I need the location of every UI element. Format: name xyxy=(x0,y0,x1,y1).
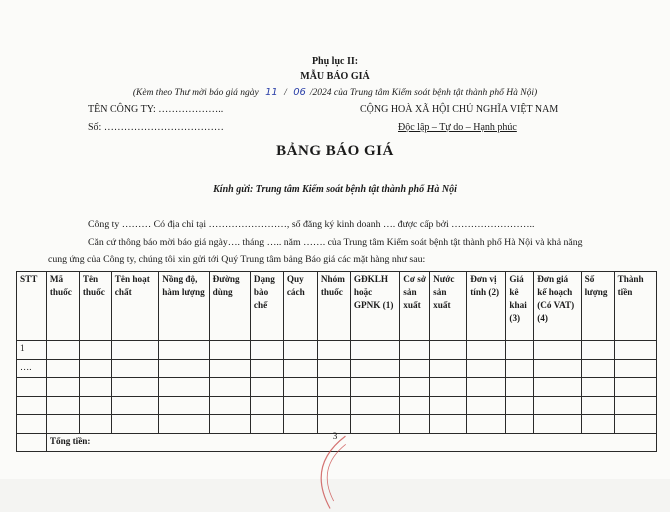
table-cell xyxy=(350,359,399,378)
table-cell xyxy=(350,415,399,434)
table-cell xyxy=(283,359,317,378)
table-cell xyxy=(581,359,614,378)
table-cell xyxy=(46,415,79,434)
table-cell xyxy=(283,396,317,415)
table-cell xyxy=(46,396,79,415)
table-cell xyxy=(534,359,581,378)
table-cell xyxy=(614,341,656,360)
column-header-country: Nước sản xuất xyxy=(430,272,467,341)
table-cell xyxy=(159,378,209,397)
table-cell xyxy=(111,341,158,360)
table-cell xyxy=(250,415,283,434)
table-cell xyxy=(506,396,534,415)
table-cell xyxy=(250,359,283,378)
table-cell xyxy=(159,415,209,434)
table-row xyxy=(17,396,657,415)
table-cell xyxy=(46,359,79,378)
table-cell xyxy=(17,396,47,415)
table-cell xyxy=(467,378,506,397)
table-cell xyxy=(250,341,283,360)
table-row xyxy=(17,415,657,434)
national-title: CỘNG HOÀ XÃ HỘI CHỦ NGHĨA VIỆT NAM xyxy=(360,104,559,115)
column-header-drug-group: Nhóm thuốc xyxy=(317,272,350,341)
column-header-registration: GĐKLH hoặc GPNK (1) xyxy=(350,272,399,341)
column-header-packaging: Quy cách xyxy=(283,272,317,341)
table-cell xyxy=(209,396,250,415)
table-cell xyxy=(317,396,350,415)
table-cell xyxy=(506,341,534,360)
handwritten-month: 06 xyxy=(293,87,306,98)
table-cell xyxy=(159,341,209,360)
table-cell xyxy=(209,341,250,360)
document-number-line: Số: ……………………………… xyxy=(88,122,224,133)
table-header-row xyxy=(17,272,657,341)
table-cell xyxy=(534,378,581,397)
column-header-quantity: Số lượng xyxy=(581,272,614,341)
national-motto: Độc lập – Tự do – Hạnh phúc xyxy=(398,122,517,133)
table-cell xyxy=(400,341,430,360)
table-cell xyxy=(350,396,399,415)
table-cell xyxy=(400,359,430,378)
total-label: Tổng tiền: xyxy=(46,433,656,452)
table-cell xyxy=(209,359,250,378)
table-cell: …. xyxy=(17,359,47,378)
table-cell xyxy=(79,378,111,397)
main-title: BẢNG BÁO GIÁ xyxy=(276,143,394,159)
column-header-total: Thành tiền xyxy=(614,272,656,341)
column-header-route: Đường dùng xyxy=(209,272,250,341)
column-header-declared-price: Giá kê khai (3) xyxy=(506,272,534,341)
table-cell xyxy=(317,378,350,397)
table-cell xyxy=(111,396,158,415)
column-header-drug-code: Mã thuốc xyxy=(46,272,79,341)
form-title: MẪU BÁO GIÁ xyxy=(300,71,370,82)
table-cell xyxy=(614,359,656,378)
note-prefix: (Kèm theo Thư mời báo giá ngày xyxy=(132,88,259,98)
table-cell xyxy=(581,415,614,434)
table-cell xyxy=(250,396,283,415)
column-header-active-ingredient: Tên hoạt chất xyxy=(111,272,158,341)
column-header-concentration: Nồng độ, hàm lượng xyxy=(159,272,209,341)
table-cell xyxy=(283,378,317,397)
table-cell xyxy=(534,415,581,434)
table-cell xyxy=(506,359,534,378)
column-header-planned-price: Đơn giá kế hoạch (Có VAT)(4) xyxy=(534,272,581,341)
table-cell xyxy=(283,341,317,360)
table-cell xyxy=(209,415,250,434)
note-suffix: /2024 của Trung tâm Kiểm soát bệnh tật thành phố Hà Nội) xyxy=(309,88,538,98)
table-cell xyxy=(111,359,158,378)
table-cell xyxy=(159,396,209,415)
quote-table xyxy=(16,271,657,452)
table-cell xyxy=(317,341,350,360)
table-cell xyxy=(467,415,506,434)
table-cell xyxy=(250,378,283,397)
table-cell xyxy=(209,378,250,397)
column-header-dosage-form: Dạng bào chế xyxy=(250,272,283,341)
table-cell: 1 xyxy=(17,341,47,360)
body-line-1: Công ty ……… Có địa chỉ tại ……………………, số đăng ký kinh doanh …. được cấp bởi …………………….. xyxy=(88,219,535,230)
table-cell xyxy=(400,396,430,415)
body-line-3: cung ứng của Công ty, chúng tôi xin gửi tới Quý Trung tâm bảng Báo giá các mặt hàng như sau: xyxy=(48,254,426,265)
body-line-2: Căn cứ thông báo mời báo giá ngày…. tháng ….. năm ……. của Trung tâm Kiểm soát bệnh tật thành phố Hà Nội và khả năng xyxy=(88,237,583,248)
table-cell xyxy=(430,341,467,360)
table-cell xyxy=(79,359,111,378)
table-cell xyxy=(350,341,399,360)
table-cell xyxy=(79,396,111,415)
table-cell xyxy=(581,341,614,360)
table-cell xyxy=(79,415,111,434)
table-cell xyxy=(17,415,47,434)
note-separator: / xyxy=(284,88,287,98)
table-cell xyxy=(614,415,656,434)
table-cell xyxy=(467,359,506,378)
column-header-stt: STT xyxy=(17,272,47,341)
table-cell xyxy=(430,378,467,397)
table-cell xyxy=(534,396,581,415)
table-row xyxy=(17,359,657,378)
handwritten-day: 11 xyxy=(265,87,278,98)
column-header-drug-name: Tên thuốc xyxy=(79,272,111,341)
table-cell xyxy=(506,378,534,397)
table-cell xyxy=(400,378,430,397)
table-cell xyxy=(534,341,581,360)
appendix-label: Phụ lục II: xyxy=(311,56,359,67)
column-header-unit: Đơn vị tính (2) xyxy=(467,272,506,341)
table-cell xyxy=(614,378,656,397)
table-cell xyxy=(283,415,317,434)
table-cell xyxy=(111,415,158,434)
table-cell xyxy=(350,378,399,397)
column-header-manufacturer: Cơ sở sản xuất xyxy=(400,272,430,341)
table-row xyxy=(17,341,657,360)
table-cell xyxy=(17,378,47,397)
table-cell xyxy=(430,396,467,415)
table-cell xyxy=(46,378,79,397)
attachment-note xyxy=(0,87,670,98)
table-cell xyxy=(430,415,467,434)
table-cell xyxy=(467,341,506,360)
table-row xyxy=(17,378,657,397)
table-cell xyxy=(79,341,111,360)
table-cell xyxy=(430,359,467,378)
table-cell xyxy=(506,415,534,434)
page-number: 3 xyxy=(332,432,338,442)
table-cell xyxy=(467,396,506,415)
table-cell xyxy=(614,396,656,415)
table-cell xyxy=(581,396,614,415)
table-cell xyxy=(159,359,209,378)
table-cell xyxy=(400,415,430,434)
table-cell xyxy=(581,378,614,397)
addressee: Kính gửi: Trung tâm Kiểm soát bệnh tật thành phố Hà Nội xyxy=(213,184,457,195)
table-cell xyxy=(317,359,350,378)
table-cell xyxy=(111,378,158,397)
table-cell xyxy=(46,341,79,360)
company-name-line: TÊN CÔNG TY: ……………….. xyxy=(88,104,224,115)
